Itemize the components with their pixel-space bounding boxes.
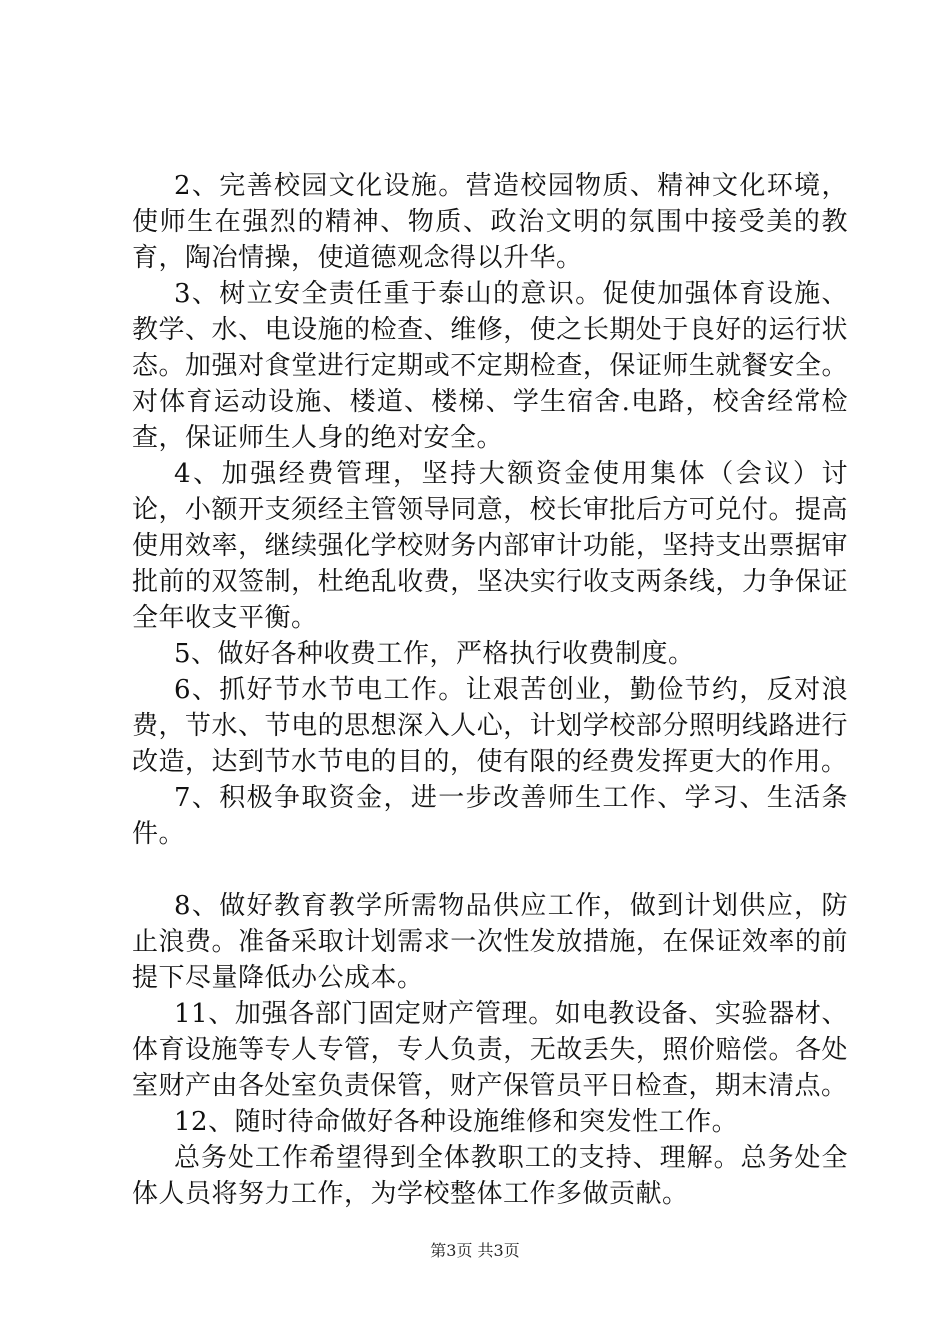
paragraph-item-8: 8、做好教育教学所需物品供应工作，做到计划供应，防止浪费。准备采取计划需求一次性发放措施，在保证效率的前提下尽量降低办公成本。	[132, 891, 848, 993]
paragraph-item-3: 3、树立安全责任重于泰山的意识。促使加强体育设施、教学、水、电设施的检查、维修，使之长期处于良好的运行状态。加强对食堂进行定期或不定期检查，保证师生就餐安全。对体育运动设施、楼道、楼梯、学生宿舍.电路，校舍经常检查，保证师生人身的绝对安全。	[132, 279, 848, 453]
page-number-label: 第3页 共3页	[430, 1241, 520, 1260]
paragraph-item-7: 7、积极争取资金，进一步改善师生工作、学习、生活条件。	[132, 783, 848, 849]
paragraph-closing: 总务处工作希望得到全体教职工的支持、理解。总务处全体人员将努力工作，为学校整体工作多做贡献。	[132, 1143, 848, 1209]
document-body	[132, 168, 848, 1212]
paragraph-item-4: 4、加强经费管理，坚持大额资金使用集体（会议）讨论，小额开支须经主管领导同意，校长审批后方可兑付。提高使用效率，继续强化学校财务内部审计功能，坚持支出票据审批前的双签制，杜绝乱收费，坚决实行收支两条线，力争保证全年收支平衡。	[132, 459, 848, 633]
paragraph-item-6: 6、抓好节水节电工作。让艰苦创业，勤俭节约，反对浪费，节水、节电的思想深入人心，计划学校部分照明线路进行改造，达到节水节电的目的，使有限的经费发挥更大的作用。	[132, 675, 848, 777]
paragraph-item-2: 2、完善校园文化设施。营造校园物质、精神文化环境，使师生在强烈的精神、物质、政治文明的氛围中接受美的教育，陶冶情操，使道德观念得以升华。	[132, 171, 848, 273]
paragraph-item-11: 11、加强各部门固定财产管理。如电教设备、实验器材、体育设施等专人专管，专人负责，无故丢失，照价赔偿。各处室财产由各处室负责保管，财产保管员平日检查，期末清点。	[132, 999, 848, 1101]
paragraph-item-5: 5、做好各种收费工作，严格执行收费制度。	[174, 639, 695, 669]
paragraph-item-12: 12、随时待命做好各种设施维修和突发性工作。	[174, 1107, 739, 1137]
page-footer	[0, 1241, 950, 1261]
